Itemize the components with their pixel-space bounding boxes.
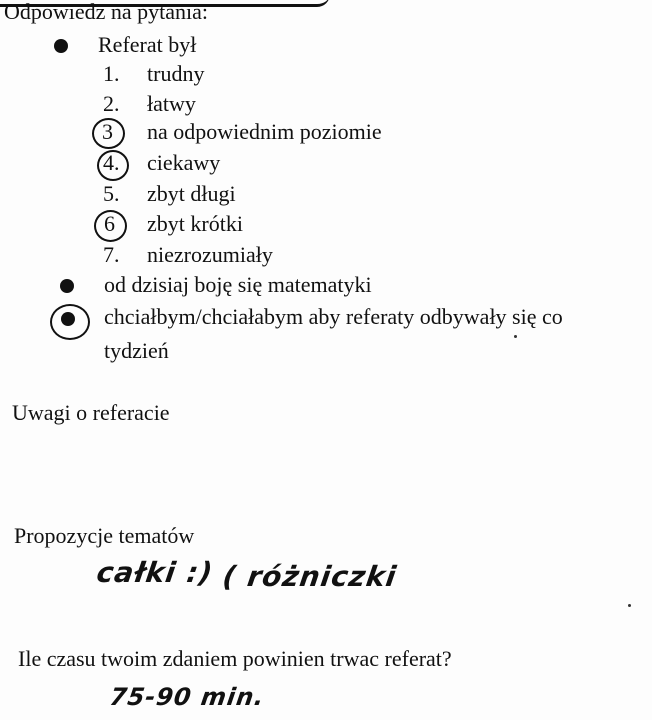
q3-label-line1: chciałbym/chciałabym aby referaty odbywały się co bbox=[104, 304, 563, 329]
option-number: 1. bbox=[103, 61, 120, 86]
time-question-label: Ile czasu twoim zdaniem powinien trwac referat? bbox=[18, 646, 452, 671]
remarks-label: Uwagi o referacie bbox=[12, 400, 170, 425]
q3-label-line2: tydzień bbox=[104, 338, 169, 363]
option-text: trudny bbox=[147, 61, 205, 86]
option-text: łatwy bbox=[147, 91, 196, 116]
bullet-q3 bbox=[61, 312, 75, 326]
option-number: 2. bbox=[103, 91, 120, 116]
topics-answer-handwritten: ( różniczki bbox=[220, 560, 399, 593]
time-answer-handwritten: 75-90 min. bbox=[108, 683, 267, 711]
bullet-q2 bbox=[60, 279, 74, 293]
option-text: zbyt krótki bbox=[147, 211, 243, 236]
option-text: niezrozumiały bbox=[147, 242, 273, 267]
paper-speck bbox=[514, 335, 517, 338]
option-number: 7. bbox=[103, 242, 120, 267]
option-text: na odpowiednim poziomie bbox=[147, 119, 382, 144]
bullet-q1 bbox=[54, 39, 68, 53]
option-number: 4. bbox=[103, 150, 120, 175]
page-title: Odpowiedz na pytania: bbox=[4, 0, 209, 24]
option-text: ciekawy bbox=[147, 150, 221, 175]
option-number: 6 bbox=[104, 211, 115, 236]
topics-answer-handwritten: całki :) bbox=[94, 556, 216, 589]
option-number: 3 bbox=[102, 119, 113, 144]
option-number: 5. bbox=[103, 181, 120, 206]
option-text: zbyt długi bbox=[147, 181, 236, 206]
q2-label: od dzisiaj boję się matematyki bbox=[104, 272, 372, 297]
topics-label: Propozycje tematów bbox=[14, 523, 195, 548]
q1-label: Referat był bbox=[98, 32, 197, 57]
paper-speck bbox=[628, 604, 631, 607]
